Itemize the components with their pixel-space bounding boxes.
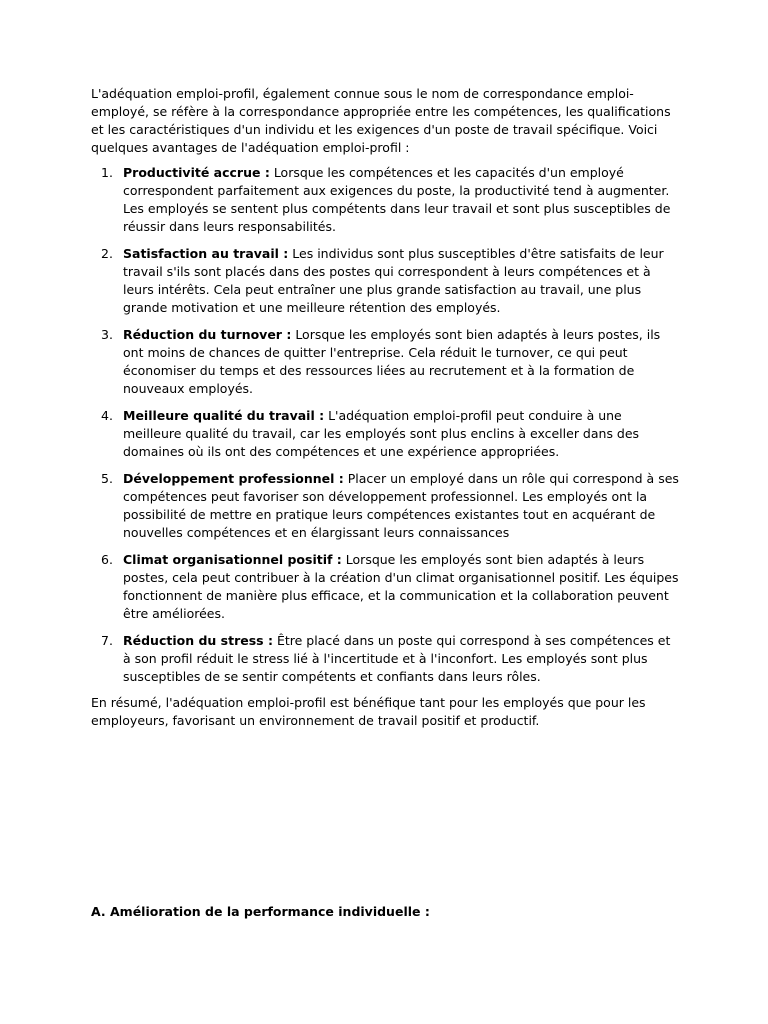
list-item [91, 632, 681, 686]
list-item [91, 407, 681, 461]
item-text: Lorsque les employés sont bien adaptés à leurs postes, ils ont moins de chances de quitter l'entreprise. Cela réduit le turnover, ce qui peut économiser du temps et des ressources liées au recrutement et à la formation de nouveaux employés. [123, 327, 661, 396]
list-number: 4. [101, 408, 113, 423]
list-number: 6. [101, 552, 113, 567]
list-number: 7. [101, 633, 113, 648]
advantages-list [91, 164, 681, 686]
item-term: Productivité accrue : [123, 165, 270, 180]
intro-paragraph: L'adéquation emploi-profil, également connue sous le nom de correspondance emploi-employé, se réfère à la correspondance appropriée entre les compétences, les qualifications et les caractéristiques d'un individu et les exigences d'un poste de travail spécifique. Voici quelques avantages de l'adéquation emploi-profil : [91, 86, 671, 155]
summary-paragraph: En résumé, l'adéquation emploi-profil est bénéfique tant pour les employés que pour les employeurs, favorisant un environnement de travail positif et productif. [91, 695, 646, 728]
item-term: Développement professionnel : [123, 471, 344, 486]
item-text: Placer un employé dans un rôle qui correspond à ses compétences peut favoriser son développement professionnel. Les employés ont la possibilité de mettre en pratique leurs compétences existantes tout en acquérant de nouvelles compétences et en élargissant leurs connaissances [123, 471, 679, 540]
item-term: Réduction du turnover : [123, 327, 292, 342]
section-heading: A. Amélioration de la performance individuelle : [91, 904, 430, 919]
item-term: Satisfaction au travail : [123, 246, 289, 261]
item-text: Lorsque les compétences et les capacités d'un employé correspondent parfaitement aux exigences du poste, la productivité tend à augmenter. Les employés se sentent plus compétents dans leur travail et sont plus susceptibles de réussir dans leurs responsabilités. [123, 165, 671, 234]
list-number: 1. [101, 165, 113, 180]
item-text: Les individus sont plus susceptibles d'être satisfaits de leur travail s'ils sont placés dans des postes qui correspondent à leurs compétences et à leurs intérêts. Cela peut entraîner une plus grande satisfaction au travail, une plus grande motivation et une meilleure rétention des employés. [123, 246, 664, 315]
list-item [91, 470, 681, 542]
list-number: 5. [101, 471, 113, 486]
item-term: Réduction du stress : [123, 633, 273, 648]
item-term: Climat organisationnel positif : [123, 552, 342, 567]
list-item [91, 245, 681, 317]
list-number: 3. [101, 327, 113, 342]
list-item [91, 551, 681, 623]
list-number: 2. [101, 246, 113, 261]
list-item [91, 326, 681, 398]
item-term: Meilleure qualité du travail : [123, 408, 325, 423]
item-text: L'adéquation emploi-profil peut conduire à une meilleure qualité du travail, car les employés sont plus enclins à exceller dans des domaines où ils ont des compétences et une expérience appropriées. [123, 408, 640, 459]
list-item [91, 164, 681, 236]
item-text: Lorsque les employés sont bien adaptés à leurs postes, cela peut contribuer à la création d'un climat organisationnel positif. Les équipes fonctionnent de manière plus efficace, et la communication et la collaboration peuvent être améliorées. [123, 552, 679, 621]
item-text: Être placé dans un poste qui correspond à ses compétences et à son profil réduit le stress lié à l'incertitude et à l'inconfort. Les employés sont plus susceptibles de se sentir compétents et confiants dans leurs rôles. [123, 633, 671, 684]
document-body [91, 85, 681, 730]
